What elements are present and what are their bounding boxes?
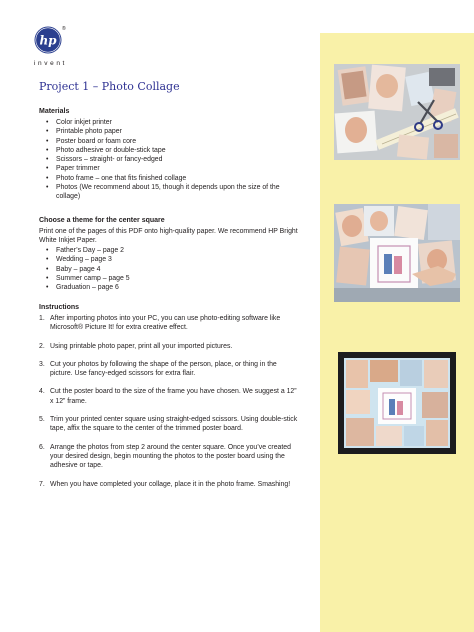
list-item: 3. Cut your photos by following the shape of the person, place, or thing in the picture. Use fancy-edged scissors for extra flair. xyxy=(39,360,277,378)
list-item: • Photo adhesive or double-stick tape xyxy=(46,146,296,155)
list-item: 2. Using printable photo paper, print all your imported pictures. xyxy=(39,342,233,350)
logo-tagline: invent xyxy=(34,60,67,67)
list-item: 5. Trim your printed center square using straight-edged scissors. Using double-stick tape, affix the square to the center of the trimmed poster board. xyxy=(39,416,298,433)
hp-logo xyxy=(34,26,62,54)
list-item: • Photo frame – one that fits finished collage xyxy=(46,174,296,183)
list-item: • Poster board or foam core xyxy=(46,137,296,146)
list-item: • Printable photo paper xyxy=(46,127,296,136)
list-item: • Graduation – page 6 xyxy=(46,283,296,292)
theme-intro: Print one of the pages of this PDF onto high-quality paper. We recommend HP Bright White Inkjet Paper. xyxy=(39,228,298,245)
list-item: • Scissors – straight- or fancy-edged xyxy=(46,155,296,164)
list-item: • Photos (We recommend about 15, though it depends upon the size of the collage) xyxy=(46,183,296,202)
list-item: • Paper trimmer xyxy=(46,164,296,173)
list-item: • Summer camp – page 5 xyxy=(46,274,296,283)
list-item: 1. After importing photos into your PC, you can use photo-editing software like Microsoft® Picture It! for extra creative effect. xyxy=(39,315,281,332)
list-item: • Color inkjet printer xyxy=(46,118,296,127)
list-item: 4. Cut the poster board to the size of the frame you have chosen. We suggest a 12” x 12” frame. xyxy=(39,388,297,405)
theme-list xyxy=(46,246,296,292)
theme-heading: Choose a theme for the center square xyxy=(39,217,165,224)
list-item: 7. When you have completed your collage, place it in the photo frame. Smashing! xyxy=(39,480,291,488)
svg-text:hp: hp xyxy=(39,33,57,48)
registered-mark: ® xyxy=(62,26,66,32)
photo-supplies xyxy=(334,64,460,160)
list-item: • Baby – page 4 xyxy=(46,265,296,274)
list-item: • Father’s Day – page 2 xyxy=(46,246,296,255)
materials-heading: Materials xyxy=(39,108,70,115)
photo-assembly xyxy=(334,204,460,302)
instructions-heading: Instructions xyxy=(39,304,80,311)
assembly-photo-image xyxy=(334,204,460,302)
list-item: • Wedding – page 3 xyxy=(46,255,296,264)
materials-list xyxy=(46,118,296,202)
page-title: Project 1 – Photo Collage xyxy=(39,80,180,93)
framed-collage-image xyxy=(334,350,460,456)
instructions-list xyxy=(39,314,299,489)
photo-framed-collage xyxy=(334,350,460,456)
list-item: 6. Arrange the photos from step 2 around the center square. Once you’ve created your desired design, begin mounting the photos to the poster board using the adhesive or tape. xyxy=(39,443,291,470)
supplies-photo-image xyxy=(334,64,460,160)
